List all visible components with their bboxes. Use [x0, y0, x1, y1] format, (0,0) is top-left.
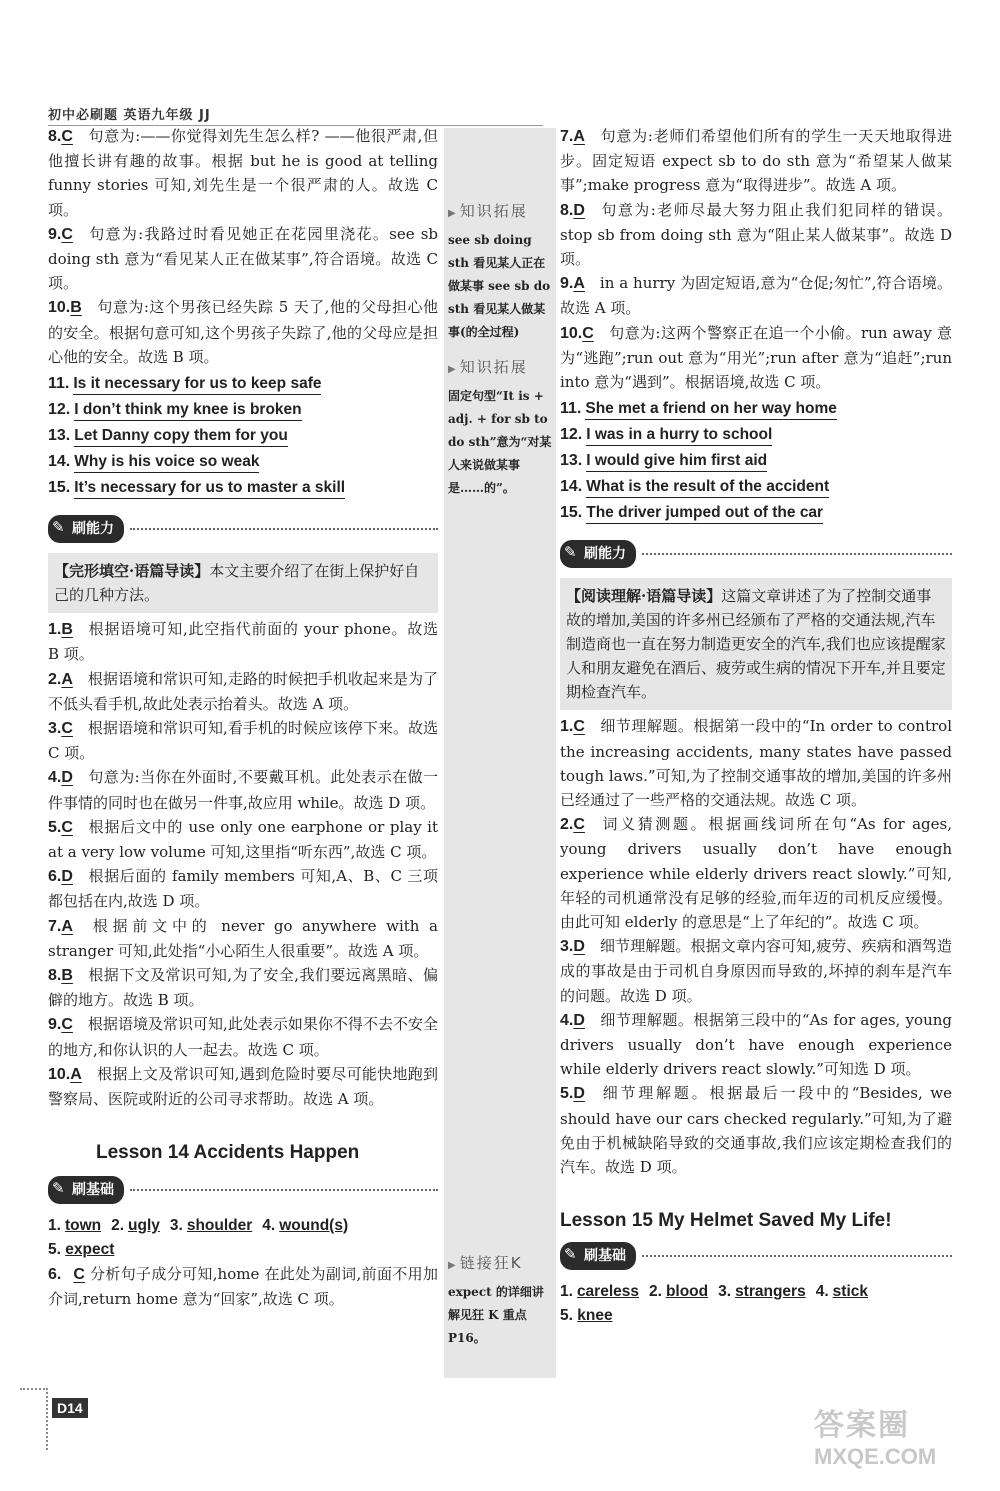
item-number: 8. [48, 967, 62, 985]
guide-text: 本文主要介绍了在街上保护好自己的几种方法。 [54, 562, 420, 605]
answer-letter: C [61, 225, 73, 243]
item-number: 13. [48, 427, 71, 445]
sentence-text: What is the result of the accident [586, 477, 829, 498]
answer-item [48, 295, 438, 369]
section-badge-label: ✎ 刷基础 [48, 1176, 124, 1204]
word-answer: expect [65, 1240, 115, 1258]
answer-letter: C [61, 818, 73, 836]
item-number: 4. [815, 1282, 829, 1300]
guide-text: 这篇文章讲述了为了控制交通事故的增加,美国的许多州已经颁布了严格的交通法规,汽车制造商也一直在努力制造更安全的汽车,我们也应该提醒家人和朋友避免在酒后、疲劳或生病的情况下开车,并且要定期检查汽车。 [566, 587, 946, 702]
word-answer: knee [577, 1306, 613, 1324]
answer-letter: C [582, 324, 594, 342]
section-badge-basic [560, 1242, 952, 1270]
section-badge-basic [48, 1176, 438, 1204]
answer-letter: C [61, 1016, 73, 1034]
guide-tag: 【完形填空·语篇导读】 [54, 562, 210, 581]
explanation: 根据语境及常识可知,此处表示如果你不得不去不安全的地方,和你认识的人一起去。故选 C 项。 [48, 1015, 438, 1059]
answer-letter: D [573, 1085, 585, 1103]
item-number: 8. [560, 201, 574, 219]
section-badge-ability [48, 515, 438, 543]
sentence-text: It’s necessary for us to master a skill [74, 478, 345, 499]
item-number: 12. [48, 401, 71, 419]
answer-item [48, 815, 438, 864]
answer-letter: D [61, 769, 73, 787]
answer-item [48, 222, 438, 296]
sidebar-note: see sb doing sth 看见某人正在做某事 see sb do sth 看见某人做某事(的全过程) [448, 233, 551, 339]
sidebar-note: expect 的详细讲解见狂 K 重点 P16。 [448, 1285, 544, 1345]
answer-letter: B [61, 621, 73, 639]
word-answer-5 [48, 1238, 438, 1262]
explanation: 句意为:——你觉得刘先生怎么样? ——他很严肃,但他擅长讲有趣的故事。根据 but he is good at telling funny stories 可知,刘先生是一个很严肃的人。故选 C 项。 [48, 127, 438, 219]
sentence-text: Is it necessary for us to keep safe [73, 374, 321, 395]
reading-guide [48, 553, 438, 613]
item-number: 5. [48, 818, 62, 836]
item-number: 14. [48, 453, 71, 471]
answer-letter: C [573, 718, 585, 736]
answer-letter: A [573, 128, 585, 145]
item-number: 4. [48, 769, 62, 787]
explanation: 根据前文中的 never go anywhere with a stranger 可知,此处指“小心陌生人很重要”。故选 A 项。 [48, 916, 438, 960]
item-number: 13. [560, 452, 583, 470]
dotted-divider [642, 553, 952, 555]
answer-item [48, 617, 438, 666]
sentence-answer [560, 500, 952, 526]
section-badge-label: ✎ 刷能力 [560, 540, 636, 568]
sentence-text: Why is his voice so weak [74, 452, 259, 473]
word-answer: strangers [735, 1282, 806, 1300]
answer-item [560, 1008, 952, 1082]
dotted-divider [130, 528, 438, 530]
page-number: D14 [52, 1398, 88, 1418]
answer-item [560, 124, 952, 198]
item-number: 2. [649, 1282, 662, 1300]
reading-guide [560, 578, 952, 710]
item-number: 5. [48, 1240, 61, 1258]
sentence-answer [560, 396, 952, 422]
word-answer: town [64, 1216, 102, 1234]
answer-item-6 [48, 1262, 438, 1311]
word-answer: ugly [128, 1216, 160, 1234]
answer-item [48, 667, 438, 716]
explanation: 根据语境可知,此空指代前面的 your phone。故选 B 项。 [48, 620, 438, 664]
answer-item [48, 716, 438, 765]
explanation: 细节理解题。根据第三段中的“As for ages, young drivers usually don’t have enough experience while elderly drivers react slowly.”可知选 D 项。 [560, 1010, 952, 1079]
sentence-answer [560, 448, 952, 474]
explanation: 根据上文及常识可知,遇到危险时要尽可能快地跑到警察局、医院或附近的公司寻求帮助。故选 A 项。 [48, 1064, 438, 1109]
sentence-answer [48, 475, 438, 501]
item-number: 4. [560, 1011, 574, 1029]
explanation: 根据语境和常识可知,看手机的时候应该停下来。故选 C 项。 [48, 719, 438, 763]
left-column [48, 124, 438, 1311]
lesson-title: Lesson 15 My Helmet Saved My Life! [560, 1210, 892, 1232]
item-number: 7. [560, 128, 574, 145]
answer-letter: D [573, 938, 585, 956]
answer-letter: C [573, 816, 585, 834]
item-number: 3. [169, 1216, 183, 1234]
answer-item [48, 1012, 438, 1061]
item-number: 9. [48, 1016, 62, 1034]
answer-item [48, 1062, 438, 1111]
word-answer: careless [576, 1282, 639, 1300]
answer-item [48, 124, 438, 222]
answer-letter: D [573, 1011, 585, 1029]
item-number: 4. [262, 1216, 276, 1234]
item-number: 1. [560, 1282, 573, 1300]
watermark [814, 1400, 984, 1480]
explanation: 词义猜测题。根据画线词所在句“As for ages, young drivers usually don’t have enough experience while elderly drivers react slowly.”可知,年轻的司机通常没有足够的经验,而年迈的司机反应缓慢。由此可知 elderly 的意思是“上了年纪的”。故选 C 项。 [560, 815, 952, 932]
explanation: 句意为:这两个警察正在追一个小偷。run away 意为“逃跑”;run out 意为“用光”;run after 意为“追赶”;run into 意为“遇到”。根据语境,故选 C 项。 [560, 323, 952, 392]
sidebar-heading: ▶ 知识拓展 [448, 356, 552, 381]
sentence-text: Let Danny copy them for you [74, 426, 288, 447]
sentence-text: I don’t think my knee is broken [74, 400, 301, 421]
item-number: 6. [48, 868, 62, 886]
lesson-title: Lesson 14 Accidents Happen [96, 1142, 360, 1164]
watermark-logo: 答案圈 [814, 1409, 910, 1442]
explanation: 句意为:这个男孩已经失踪 5 天了,他的父母担心他的安全。根据句意可知,这个男孩子失踪了,他的父母应是担心他的安全。故选 B 项。 [48, 298, 438, 366]
item-number: 15. [48, 479, 71, 497]
item-number: 3. [48, 720, 62, 738]
explanation: 细节理解题。根据文章内容可知,疲劳、疾病和酒驾造成的事故是由于司机自身原因而导致的,坏掉的刹车是汽车的问题。故选 D 项。 [560, 937, 952, 1005]
item-number: 3. [718, 1282, 732, 1300]
section-badge-label: ✎ 刷基础 [560, 1242, 636, 1270]
item-number: 2. [560, 816, 574, 834]
answer-letter: A [573, 275, 585, 293]
explanation: 根据下文及常识可知,为了安全,我们要远离黑暗、偏僻的地方。故选 B 项。 [48, 966, 438, 1010]
section-badge-label: ✎ 刷能力 [48, 515, 124, 543]
answer-item [560, 271, 952, 320]
word-answer: blood [665, 1282, 709, 1300]
section-badge-ability [560, 540, 952, 568]
item-number: 11. [48, 375, 70, 393]
item-number: 3. [560, 938, 574, 956]
explanation: 细节理解题。根据第一段中的“In order to control the increasing accidents, many states have passed tough laws.”可知,为了控制交通事故的增加,美国的许多州已经通过了一些严格的交通法规。故选 C 项。 [560, 717, 952, 810]
answer-item [560, 812, 952, 934]
word-answers [48, 1214, 438, 1238]
dotted-divider [130, 1189, 438, 1191]
page-header: 初中必刷题 英语九年级 JJ [48, 104, 211, 123]
item-number: 7. [48, 917, 62, 935]
answer-item [560, 934, 952, 1008]
item-number: 9. [560, 275, 574, 293]
item-number: 1. [560, 718, 574, 736]
item-number: 1. [48, 621, 62, 639]
sentence-answer [48, 449, 438, 475]
item-number: 5. [560, 1306, 573, 1324]
answer-item [560, 321, 952, 395]
sentence-answer [48, 423, 438, 449]
answer-item [48, 765, 438, 814]
answer-letter: D [573, 201, 585, 219]
explanation: 句意为:老师尽最大努力阻止我们犯同样的错误。stop sb from doing sth 意为“阻止某人做某事”。故选 D 项。 [560, 200, 952, 269]
answer-item [560, 714, 952, 812]
word-answers [560, 1280, 952, 1304]
answer-letter: B [61, 967, 73, 985]
answer-letter: C [73, 1265, 85, 1283]
answer-item [560, 198, 952, 272]
answer-letter: A [70, 1065, 82, 1083]
explanation: 分析句子成分可知,home 在此处为副词,前面不用加介词,return home 意为“回家”,故选 C 项。 [48, 1264, 438, 1308]
sentence-text: I was in a hurry to school [586, 425, 772, 446]
explanation: 细节理解题。根据最后一段中的“Besides, we should have our cars checked regularly.”可知,为了避免由于机械缺陷导致的交通事故,我们应该定期检查我们的汽车。故选 D 项。 [560, 1084, 952, 1177]
answer-letter: C [61, 128, 73, 145]
sentence-answer [560, 422, 952, 448]
answer-letter: D [61, 868, 73, 886]
sentence-answer [48, 397, 438, 423]
sidebar-heading: ▶ 知识拓展 [448, 200, 552, 225]
guide-tag: 【阅读理解·语篇导读】 [566, 587, 722, 606]
answer-letter: A [61, 917, 73, 935]
knowledge-sidebar [444, 128, 556, 1378]
dotted-divider [642, 1255, 952, 1257]
explanation: 句意为:当你在外面时,不要戴耳机。此处表示在做一件事情的同时也在做另一件事,故应用 while。故选 D 项。 [48, 768, 438, 812]
item-number: 5. [560, 1085, 574, 1103]
item-number: 11. [560, 400, 582, 418]
item-number: 10. [560, 324, 583, 342]
sentence-text: The driver jumped out of the car [586, 503, 823, 524]
item-number: 8. [48, 128, 62, 145]
item-number: 9. [48, 225, 62, 243]
answer-letter: B [70, 299, 82, 317]
item-number: 6. [48, 1265, 62, 1283]
explanation: in a hurry 为固定短语,意为“仓促;匆忙”,符合语境。故选 A 项。 [560, 274, 952, 318]
item-number: 2. [111, 1216, 125, 1234]
answer-item [48, 963, 438, 1012]
word-answer-5 [560, 1304, 952, 1328]
right-column [560, 124, 952, 1328]
answer-letter: A [61, 670, 73, 688]
sentence-answer [48, 371, 438, 397]
watermark-url: MXQE.COM [814, 1444, 937, 1469]
item-number: 1. [48, 1216, 61, 1234]
item-number: 14. [560, 478, 583, 496]
explanation: 根据后面的 family members 可知,A、B、C 三项都包括在内,故选 D 项。 [48, 867, 438, 911]
explanation: 句意为:我路过时看见她正在花园里浇花。see sb doing sth 意为“看见某人正在做某事”,符合语境。故选 C 项。 [48, 224, 438, 293]
answer-letter: C [61, 720, 73, 738]
word-answer: shoulder [186, 1216, 253, 1234]
item-number: 10. [48, 1065, 71, 1083]
item-number: 10. [48, 299, 71, 317]
sentence-answer [560, 474, 952, 500]
page-corner-decoration [20, 1388, 48, 1450]
item-number: 2. [48, 670, 62, 688]
answer-item [48, 914, 438, 963]
item-number: 12. [560, 426, 583, 444]
explanation: 句意为:老师们希望他们所有的学生一天天地取得进步。固定短语 expect sb to do sth 意为“希望某人做某事”;make progress 意为“取得进步”。故选 A 项。 [560, 127, 952, 195]
word-answer: wound(s) [279, 1216, 349, 1234]
answer-item [48, 864, 438, 913]
sidebar-heading: ▶ 链接狂K [448, 1252, 552, 1277]
word-answer: stick [832, 1282, 868, 1300]
sidebar-note: 固定句型“It is + adj. + for sb to do sth”意为“对某人来说做某事是……的”。 [448, 389, 552, 495]
sentence-text: I would give him first aid [586, 451, 767, 472]
explanation: 根据后文中的 use only one earphone or play it at a very low volume 可知,这里指“听东西”,故选 C 项。 [48, 817, 438, 862]
answer-item [560, 1081, 952, 1179]
item-number: 15. [560, 504, 583, 522]
explanation: 根据语境和常识可知,走路的时候把手机收起来是为了不低头看手机,故此处表示抬着头。故选 A 项。 [48, 669, 438, 713]
sentence-text: She met a friend on her way home [585, 399, 837, 420]
